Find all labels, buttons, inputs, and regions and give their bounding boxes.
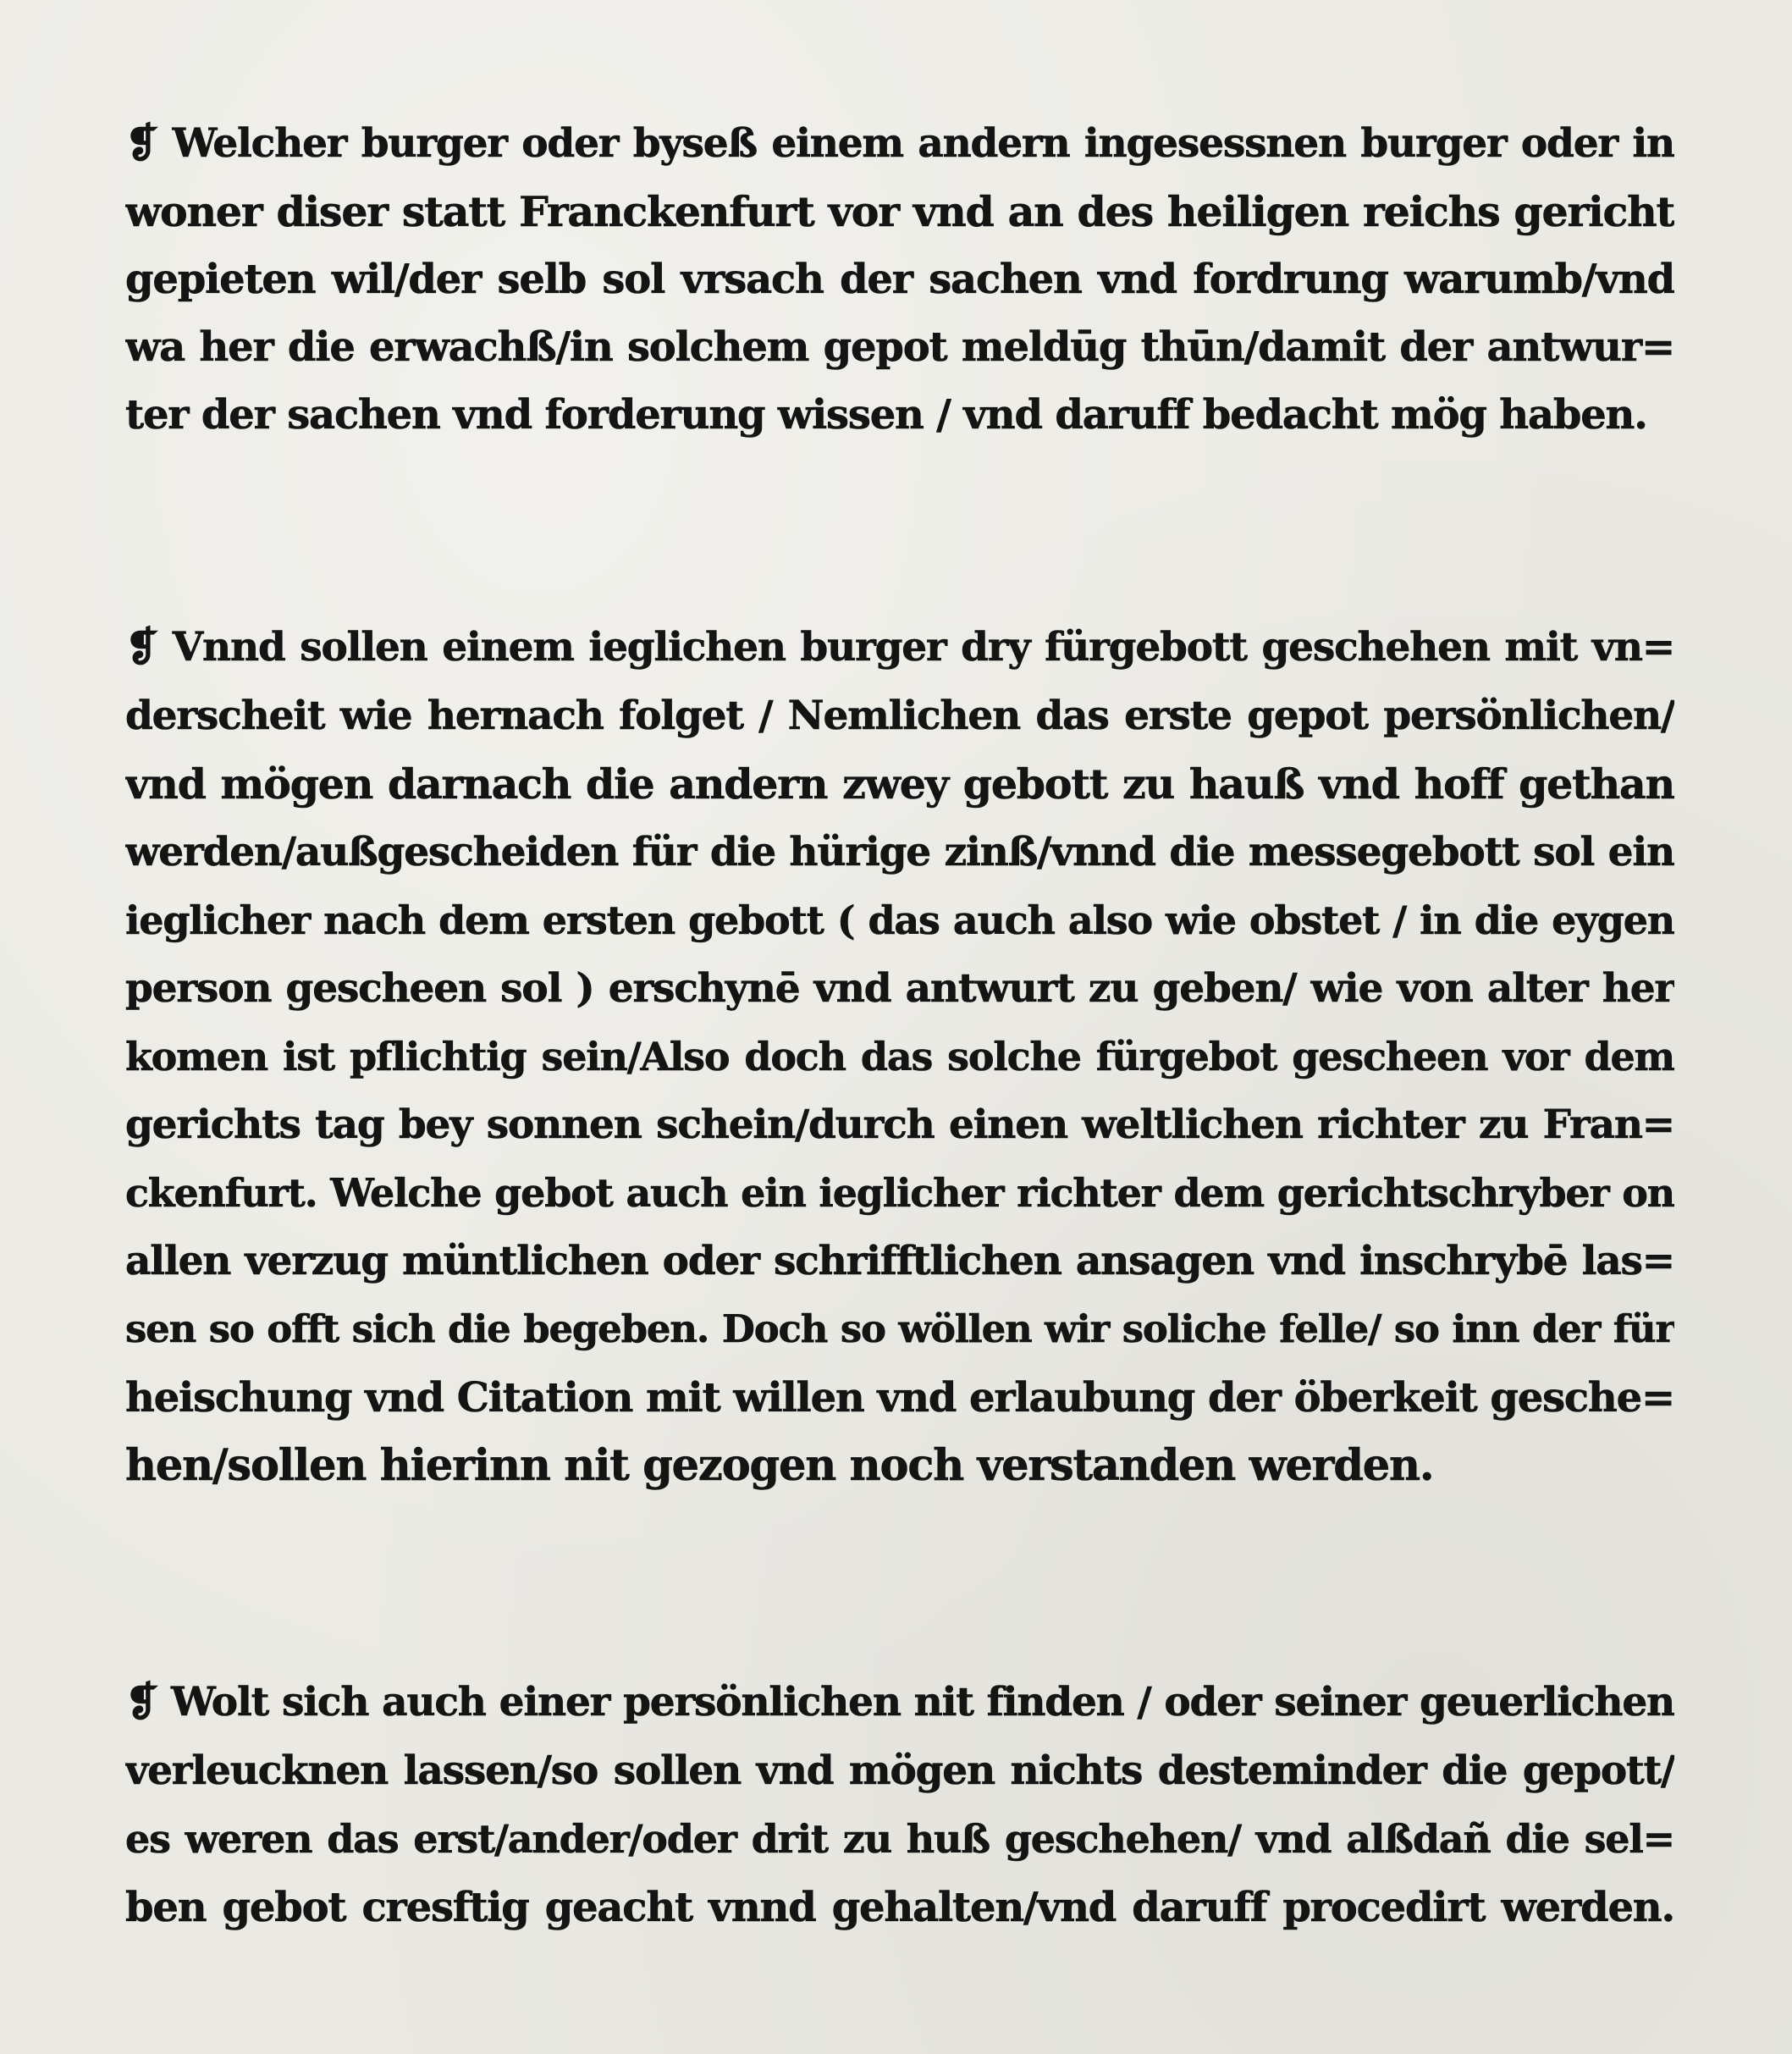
text-line: heischung vnd Citation mit willen vnd erlaubung der öberkeit gesche= [125,1373,1674,1422]
text-line: allen verzug müntlichen oder schrifftlichen ansagen vnd inschrybē las= [125,1237,1674,1284]
paragraph-1 [125,110,1674,449]
paragraph-3 [125,1668,1674,1942]
text-line: gepieten wil/der selb sol vrsach der sachen vnd fordrung warumb/vnd [125,256,1674,303]
paragraph-2 [125,614,1674,1500]
text-line: verleucknen lassen/so sollen vnd mögen nichts desteminder die gepott/ [125,1748,1674,1794]
text-line: ben gebot cresftig geacht vnnd gehalten/vnd daruff procedirt werden. [125,1884,1674,1931]
text-line: ter der sachen vnd forderung wissen / vnd daruff bedacht mög haben. [125,391,1647,439]
text-line: derscheit wie hernach folget / Nemlichen das erste gepot persönlichen/ [125,692,1674,739]
text-line: komen ist pflichtig sein/Also doch das solche fürgebot gescheen vor dem [125,1034,1674,1079]
text-line: ❡ Vnnd sollen einem ieglichen burger dry fürgebott geschehen mit vn= [125,624,1674,671]
text-line: person gescheen sol ) erschynē vnd antwurt zu geben/ wie von alter her [125,964,1674,1012]
text-line: werden/außgescheiden für die hürige zinß/vnnd die messegebott sol ein [125,828,1674,875]
text-line: ❡ Wolt sich auch einer persönlichen nit finden / oder seiner geuerlichen [125,1679,1674,1725]
text-line: hen/sollen hierinn nit gezogen noch verstanden werden. [125,1440,1434,1491]
text-line: es weren das erst/ander/oder drit zu huß geschehen/ vnd alßdañ die sel= [125,1816,1674,1862]
text-line: wa her die erwachß/in solchem gepot meldūg thūn/damit der antwur= [125,323,1674,371]
text-line: vnd mögen darnach die andern zwey gebott zu hauß vnd hoff gethan [125,759,1674,809]
text-line: ieglicher nach dem ersten gebott ( das auch also wie obstet / in die eygen [125,897,1674,943]
text-line: ❡ Welcher burger oder byseß einem andern ingesessnen burger oder in [125,120,1674,167]
text-line: gerichts tag bey sonnen schein/durch einen weltlichen richter zu Fran= [125,1101,1674,1148]
text-line: ckenfurt. Welche gebot auch ein ieglicher richter dem gerichtschryber on [125,1170,1674,1216]
text-line: woner diser statt Franckenfurt vor vnd an des heiligen reichs gericht [125,187,1674,236]
text-line: sen so offt sich die begeben. Doch so wöllen wir soliche felle/ so inn der für [125,1306,1674,1351]
